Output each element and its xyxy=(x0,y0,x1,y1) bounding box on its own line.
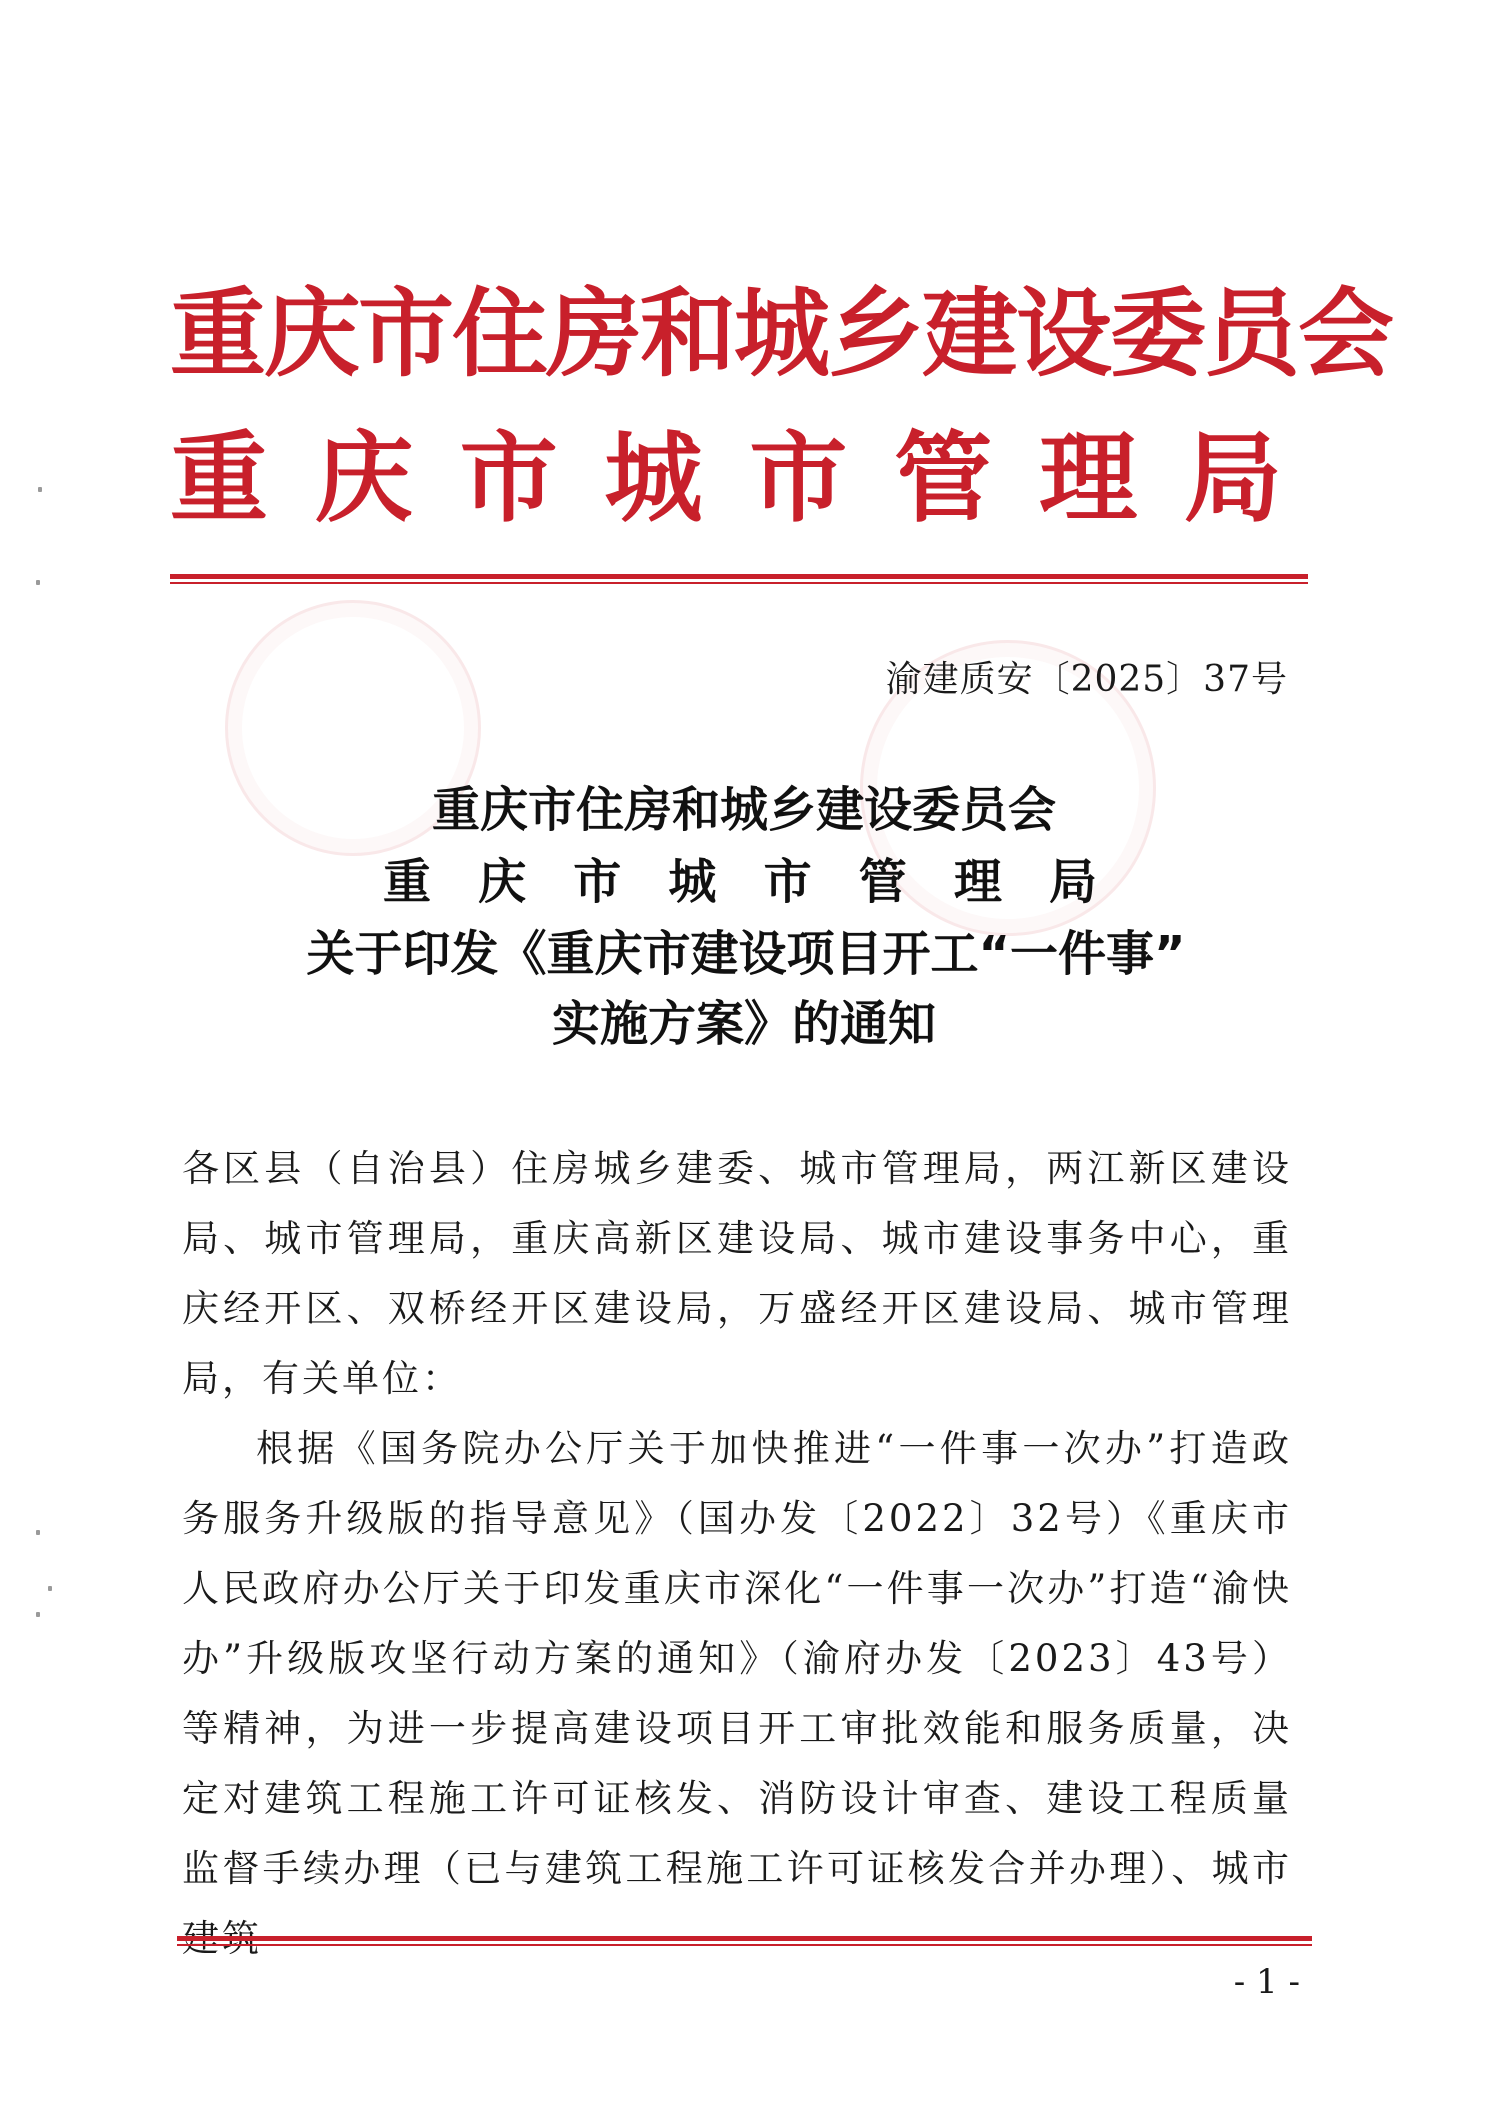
masthead-char: 城 xyxy=(604,422,703,536)
masthead-char: 理 xyxy=(1039,422,1138,536)
title-char: 庆 xyxy=(478,854,527,910)
body-paragraph: 根据《国务院办公厅关于加快推进“一件事一次办”打造政务服务升级版的指导意见》（国办发〔2022〕32号）《重庆市人民政府办公厅关于印发重庆市深化“一件事一次办”打造“渝快办”升级版攻坚行动方案的通知》（渝府办发〔2023〕43号）等精神，为进一步提高建设项目开工审批效能和服务质量，决定对建筑工程施工许可证核发、消防设计审查、建设工程质量监督手续办理（已与建筑工程施工许可证核发合并办理）、城市 xyxy=(182,1427,1292,1890)
title-line-1: 重庆市住房和城乡建设委员会 xyxy=(431,782,1056,838)
title-char: 局 xyxy=(1048,854,1097,910)
page-number: - 1 - xyxy=(1233,1962,1300,2002)
scan-speck xyxy=(38,487,42,492)
title-char: 重 xyxy=(383,854,432,910)
masthead-org-2 xyxy=(170,422,1282,536)
scan-speck xyxy=(36,580,40,585)
title-char: 城 xyxy=(668,854,717,910)
masthead-char: 管 xyxy=(894,422,993,536)
title-line-2 xyxy=(383,854,1097,910)
title-line-3: 关于印发《重庆市建设项目开工“一件事” xyxy=(306,926,1186,982)
document-body xyxy=(182,1134,1292,1974)
masthead-char: 庆 xyxy=(314,422,413,536)
recipients-paragraph: 各区县（自治县）住房城乡建委、城市管理局，两江新区建设局、城市管理局，重庆高新区建设局、城市建设事务中心，重庆经开区、双桥经开区建设局，万盛经开区建设局、城市管理局，有关单位： xyxy=(182,1147,1292,1400)
masthead-char: 局 xyxy=(1183,422,1282,536)
masthead-char: 市 xyxy=(459,422,558,536)
scan-speck xyxy=(36,1530,40,1535)
masthead-char: 市 xyxy=(749,422,848,536)
scan-speck xyxy=(36,1612,40,1617)
masthead-char: 重 xyxy=(170,422,269,536)
title-char: 市 xyxy=(763,854,812,910)
title-char: 理 xyxy=(953,854,1002,910)
masthead-org-1: 重庆市住房和城乡建设委员会 xyxy=(170,278,1392,390)
title-char: 市 xyxy=(573,854,622,910)
title-line-4: 实施方案》的通知 xyxy=(551,996,936,1052)
footer-divider xyxy=(177,1936,1312,1941)
scan-speck xyxy=(48,1586,52,1591)
title-char: 管 xyxy=(858,854,907,910)
document-number: 渝建质安〔2025〕37号 xyxy=(885,659,1288,700)
masthead-divider xyxy=(170,574,1308,579)
